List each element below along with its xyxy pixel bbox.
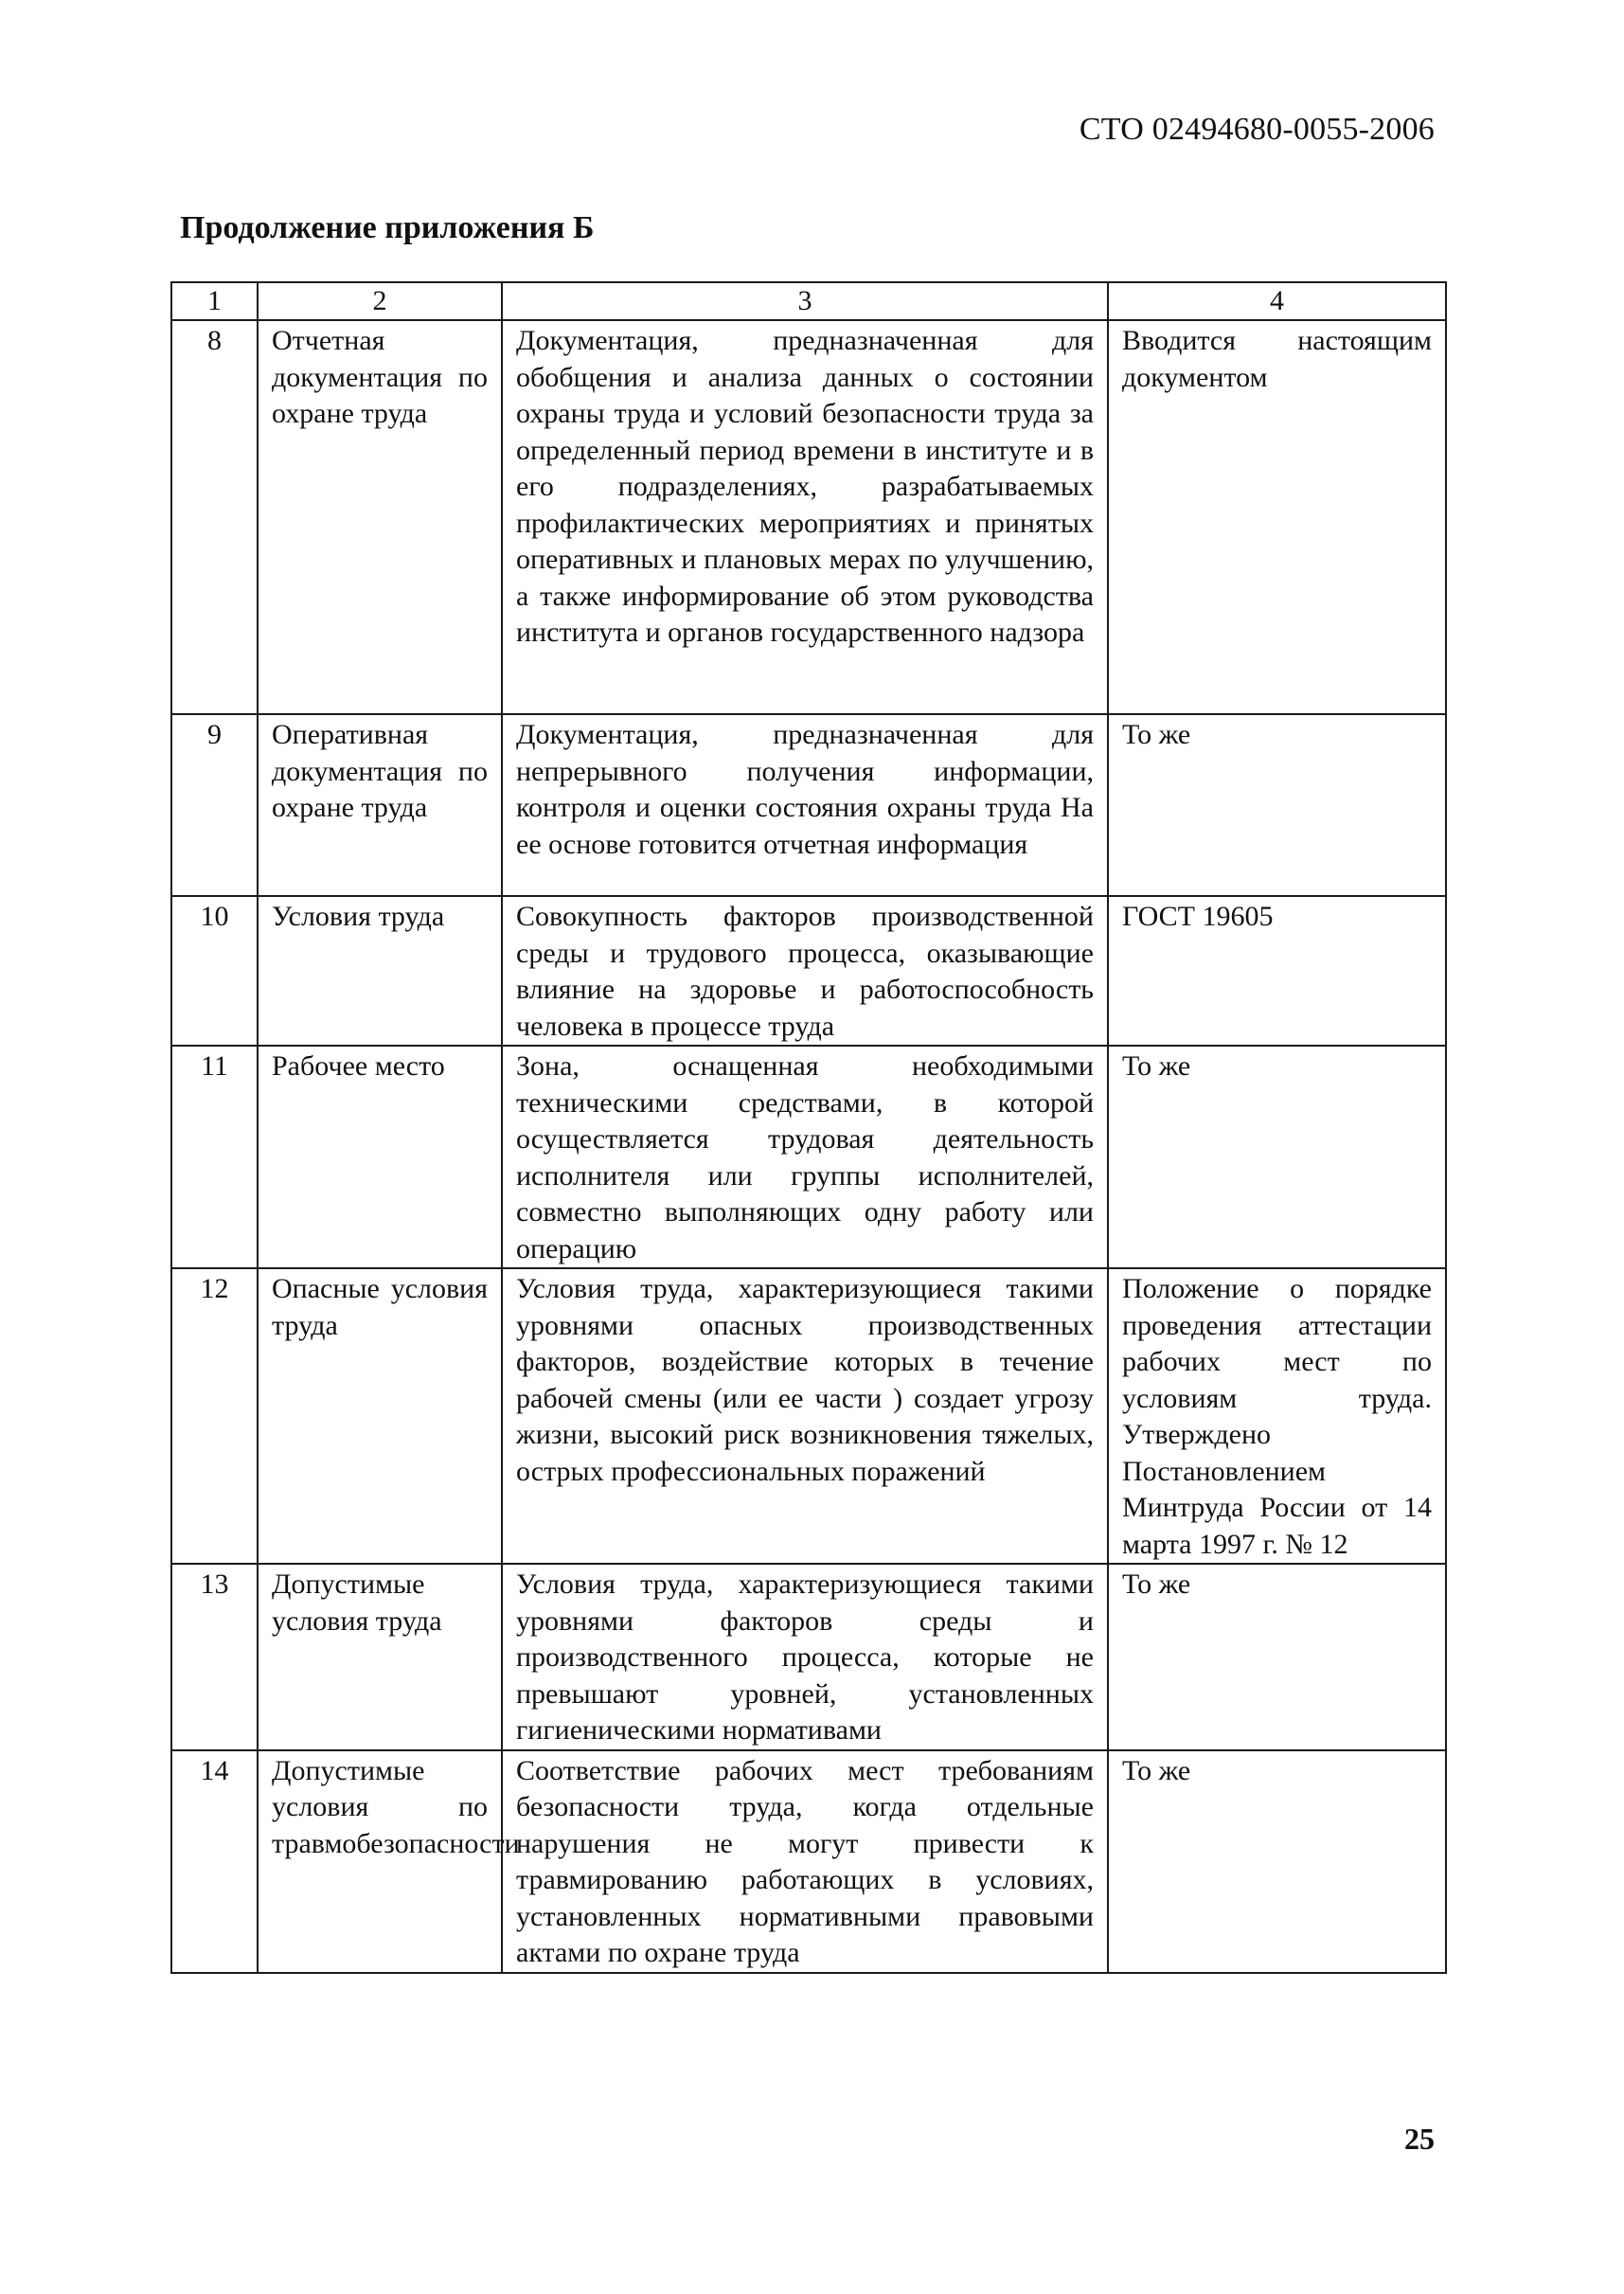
source-cell: То же bbox=[1108, 1564, 1446, 1750]
definition-cell: Условия труда, характеризующиеся такими уровнями опасных производственных факторов, воздействие которых в течение рабочей смены (или ее части ) создает угрозу жизни, высокий риск возникновения тяжелых, острых профессиональных поражений bbox=[502, 1268, 1108, 1564]
table-row bbox=[171, 1564, 1446, 1750]
appendix-title: Продолжение приложения Б bbox=[180, 210, 595, 245]
row-number: 11 bbox=[171, 1046, 258, 1268]
table-row bbox=[171, 1750, 1446, 1973]
terms-table bbox=[170, 281, 1447, 1974]
row-number: 13 bbox=[171, 1564, 258, 1750]
term-cell: Отчетная документация по охране труда bbox=[258, 320, 502, 714]
definition-cell: Документация, предназначенная для обобщения и анализа данных о состоянии охраны труда и условий безопасности труда за определенный период времени в институте и в его подразделениях, разрабатываемых профилактических мероприятиях и принятых оперативных и плановых мерах по улучшению, а также информирование об этом руководства института и органов государственного надзора bbox=[502, 320, 1108, 714]
source-cell: То же bbox=[1108, 1046, 1446, 1268]
row-number: 14 bbox=[171, 1750, 258, 1973]
term-cell: Рабочее место bbox=[258, 1046, 502, 1268]
page-number: 25 bbox=[1404, 2122, 1435, 2156]
source-cell: Положение о порядке проведения аттестации рабочих мест по условиям труда. Утверждено Постановлением Минтруда России от 14 марта 1997 г. № 12 bbox=[1108, 1268, 1446, 1564]
term-cell: Допустимые условия по травмобезопасности bbox=[258, 1750, 502, 1973]
source-cell: Вводится настоящим документом bbox=[1108, 320, 1446, 714]
column-header: 1 bbox=[171, 282, 258, 320]
column-header: 2 bbox=[258, 282, 502, 320]
column-header: 4 bbox=[1108, 282, 1446, 320]
source-cell: То же bbox=[1108, 714, 1446, 896]
column-header: 3 bbox=[502, 282, 1108, 320]
table-row bbox=[171, 714, 1446, 896]
definition-cell: Документация, предназначенная для непрерывного получения информации, контроля и оценки состояния охраны труда На ее основе готовится отчетная информация bbox=[502, 714, 1108, 896]
definition-cell: Зона, оснащенная необходимыми техническими средствами, в которой осуществляется трудовая деятельность исполнителя или группы исполнителей, совместно выполняющих одну работу или операцию bbox=[502, 1046, 1108, 1268]
row-number: 9 bbox=[171, 714, 258, 896]
table-header-row bbox=[171, 282, 1446, 320]
definition-cell: Соответствие рабочих мест требованиям безопасности труда, когда отдельные нарушения не могут привести к травмированию работающих в условиях, установленных нормативными правовыми актами по охране труда bbox=[502, 1750, 1108, 1973]
row-number: 10 bbox=[171, 896, 258, 1046]
row-number: 12 bbox=[171, 1268, 258, 1564]
term-cell: Условия труда bbox=[258, 896, 502, 1046]
definition-cell: Условия труда, характеризующиеся такими уровнями факторов среды и производственного процесса, которые не превышают уровней, установленных гигиеническими нормативами bbox=[502, 1564, 1108, 1750]
table-row bbox=[171, 896, 1446, 1046]
row-number: 8 bbox=[171, 320, 258, 714]
source-cell: То же bbox=[1108, 1750, 1446, 1973]
source-cell: ГОСТ 19605 bbox=[1108, 896, 1446, 1046]
term-cell: Допустимые условия труда bbox=[258, 1564, 502, 1750]
definition-cell: Совокупность факторов производственной среды и трудового процесса, оказывающие влияние на здоровье и работоспособность человека в процессе труда bbox=[502, 896, 1108, 1046]
document-code: СТО 02494680-0055-2006 bbox=[1079, 112, 1435, 147]
term-cell: Оперативная документация по охране труда bbox=[258, 714, 502, 896]
table-row bbox=[171, 1046, 1446, 1268]
term-cell: Опасные условия труда bbox=[258, 1268, 502, 1564]
table-row bbox=[171, 1268, 1446, 1564]
table-row bbox=[171, 320, 1446, 714]
